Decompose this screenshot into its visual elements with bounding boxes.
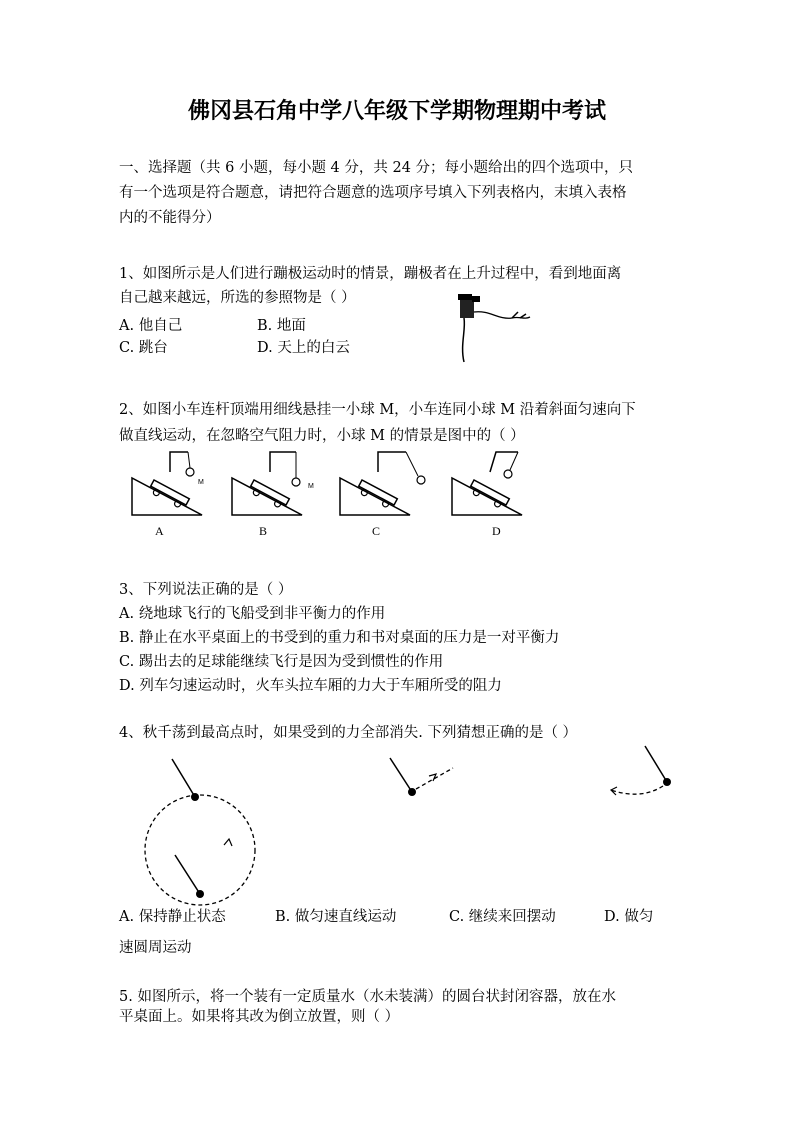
q2-label-a: A: [155, 524, 164, 538]
q2-stem-line-1: 2、如图小车连杆顶端用细线悬挂一小球 M，小车连同小球 M 沿着斜面匀速向下: [119, 402, 636, 418]
q3-option-d: D. 列车匀速运动时，火车头拉车厢的力大于车厢所受的阻力: [119, 678, 502, 694]
q2-ball-label-a: M: [198, 479, 204, 486]
q2-ball-label-b: M: [308, 483, 314, 490]
q4-stem: 4、秋千荡到最高点时，如果受到的力全部消失. 下列猜想正确的是（ ）: [119, 725, 578, 741]
q4-option-a: A. 保持静止状态: [119, 909, 226, 925]
q1-stem-line-2: 自己越来越远，所选的参照物是（ ）: [119, 290, 356, 306]
q3-stem: 3、下列说法正确的是（ ）: [119, 582, 293, 598]
bungee-jump-figure: [450, 290, 540, 370]
q4-option-d-continued: 速圆周运动: [119, 940, 192, 956]
q4-figure-straight: [385, 752, 465, 802]
q5-stem-line-1: 5. 如图所示，将一个装有一定质量水（水未装满）的圆台状封闭容器，放在水: [119, 989, 616, 1005]
q2-label-b: B: [259, 524, 268, 538]
q5-stem-line-2: 平桌面上。如果将其改为倒立放置，则（ ）: [119, 1009, 400, 1025]
q2-figure-d: [452, 448, 532, 516]
q1-stem-line-1: 1、如图所示是人们进行蹦极运动时的情景，蹦极者在上升过程中，看到地面离: [119, 266, 622, 282]
q4-figure-circular: [120, 755, 250, 905]
q2-label-d: D: [492, 524, 501, 538]
q2-figure-c: [340, 448, 435, 516]
q2-figure-b: [232, 448, 322, 516]
q1-option-a: A. 他自己: [119, 318, 183, 334]
q4-figure-swing: [605, 742, 685, 802]
q1-option-b: B. 地面: [257, 318, 306, 334]
q4-option-c: C. 继续来回摆动: [449, 909, 556, 925]
q3-option-c: C. 踢出去的足球能继续飞行是因为受到惯性的作用: [119, 654, 444, 670]
q2-label-c: C: [372, 524, 381, 538]
section-instruction-line-3: 内的不能得分）: [119, 210, 221, 226]
q2-stem-line-2: 做直线运动，在忽略空气阻力时，小球 M 的情景是图中的（ ）: [119, 428, 525, 444]
page-title: 佛冈县石角中学八年级下学期物理期中考试: [187, 98, 606, 124]
q4-option-d: D. 做匀: [604, 909, 654, 925]
q2-figure-a: [132, 448, 212, 516]
section-instruction-line-1: 一、选择题（共 6 小题，每小题 4 分，共 24 分；每小题给出的四个选项中，只: [119, 160, 634, 176]
q1-option-d: D. 天上的白云: [257, 340, 350, 356]
q1-option-c: C. 跳台: [119, 340, 168, 356]
section-instruction-line-2: 有一个选项是符合题意，请把符合题意的选项序号填入下列表格内，末填入表格: [119, 185, 627, 201]
q4-option-b: B. 做匀速直线运动: [275, 909, 397, 925]
q3-option-b: B. 静止在水平桌面上的书受到的重力和书对桌面的压力是一对平衡力: [119, 630, 560, 646]
q3-option-a: A. 绕地球飞行的飞船受到非平衡力的作用: [119, 606, 386, 622]
